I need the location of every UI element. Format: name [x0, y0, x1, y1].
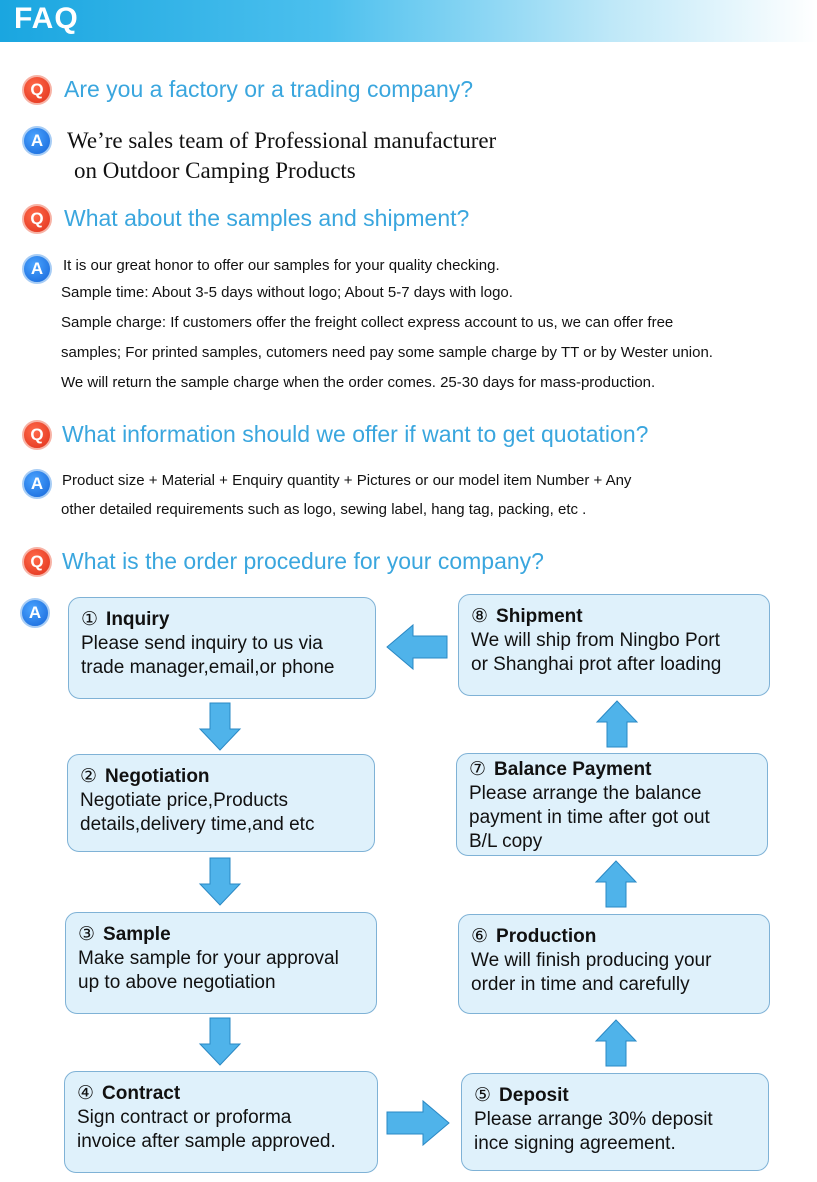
step-text: Make sample for your approval	[78, 948, 339, 969]
step-text: details,delivery time,and etc	[80, 814, 315, 835]
step-text: invoice after sample approved.	[77, 1131, 336, 1152]
question-icon: Q	[22, 547, 52, 577]
arrow-up-icon	[596, 700, 638, 748]
question-icon: Q	[22, 204, 52, 234]
arrow-up-icon	[595, 860, 637, 908]
step-text: Please arrange 30% deposit	[474, 1109, 713, 1130]
question-icon: Q	[22, 420, 52, 450]
step-balance-payment-box	[456, 753, 768, 856]
step-title: Shipment	[496, 606, 583, 627]
arrow-down-icon	[199, 703, 241, 751]
step-sample-box	[65, 912, 377, 1014]
answer-2-line-3: Sample charge: If customers offer the freight collect express account to us, we can offer free	[61, 314, 674, 331]
arrow-left-icon	[386, 623, 448, 671]
step-number: ⑧	[471, 606, 489, 627]
arrow-right-icon	[387, 1099, 451, 1147]
step-number: ②	[80, 766, 98, 787]
question-icon: Q	[22, 75, 52, 105]
step-title: Negotiation	[105, 766, 210, 787]
step-text: up to above negotiation	[78, 972, 276, 993]
step-number: ④	[77, 1083, 95, 1104]
question-1: Are you a factory or a trading company?	[64, 76, 474, 102]
answer-2-line-5: We will return the sample charge when the order comes. 25-30 days for mass-production.	[61, 374, 656, 391]
faq-header-bar	[0, 0, 817, 42]
step-title: Inquiry	[106, 609, 170, 630]
step-number: ③	[78, 924, 96, 945]
arrow-up-icon	[595, 1019, 637, 1067]
answer-2-line-4: samples; For printed samples, cutomers need pay some sample charge by TT or by Wester union.	[61, 344, 713, 361]
answer-icon: A	[22, 254, 52, 284]
step-number: ⑤	[474, 1085, 492, 1106]
step-number: ⑥	[471, 926, 489, 947]
answer-3-line-2: other detailed requirements such as logo, sewing label, hang tag, packing, etc .	[61, 501, 587, 518]
step-title: Balance Payment	[494, 759, 652, 780]
step-number: ①	[81, 609, 99, 630]
step-negotiation-box	[67, 754, 375, 852]
arrow-down-icon	[199, 858, 241, 906]
answer-1-line-1: We’re sales team of Professional manufacturer	[67, 128, 497, 153]
step-text: order in time and carefully	[471, 974, 690, 995]
step-number: ⑦	[469, 759, 487, 780]
step-text: We will ship from Ningbo Port	[471, 630, 720, 651]
step-text: Please send inquiry to us via	[81, 633, 323, 654]
step-contract-box	[64, 1071, 378, 1173]
answer-2-line-2: Sample time: About 3-5 days without logo; About 5-7 days with logo.	[61, 284, 513, 301]
step-shipment-box	[458, 594, 770, 696]
step-text: payment in time after got out	[469, 807, 710, 828]
step-text: Negotiate price,Products	[80, 790, 289, 811]
step-text: B/L copy	[469, 831, 543, 852]
step-deposit-box	[461, 1073, 769, 1171]
step-title: Contract	[102, 1083, 181, 1104]
step-text: We will finish producing your	[471, 950, 712, 971]
step-production-box	[458, 914, 770, 1014]
step-text: or Shanghai prot after loading	[471, 654, 722, 675]
step-text: Sign contract or proforma	[77, 1107, 292, 1128]
step-inquiry-box	[68, 597, 376, 699]
step-title: Sample	[103, 924, 171, 945]
answer-icon: A	[20, 598, 50, 628]
answer-icon: A	[22, 469, 52, 499]
step-title: Deposit	[499, 1085, 569, 1106]
question-3: What information should we offer if want to get quotation?	[62, 421, 649, 447]
step-text: ince signing agreement.	[474, 1133, 676, 1154]
question-2: What about the samples and shipment?	[64, 205, 470, 231]
question-4: What is the order procedure for your company?	[62, 548, 544, 574]
answer-icon: A	[22, 126, 52, 156]
arrow-down-icon	[199, 1018, 241, 1066]
faq-title: FAQ	[14, 2, 79, 35]
step-text: trade manager,email,or phone	[81, 657, 335, 678]
step-text: Please arrange the balance	[469, 783, 702, 804]
answer-3-line-1: Product size + Material + Enquiry quantity + Pictures or our model item Number + Any	[62, 472, 632, 489]
step-title: Production	[496, 926, 597, 947]
answer-2-line-1: It is our great honor to offer our samples for your quality checking.	[63, 257, 500, 274]
answer-1-line-2: on Outdoor Camping Products	[74, 158, 356, 183]
